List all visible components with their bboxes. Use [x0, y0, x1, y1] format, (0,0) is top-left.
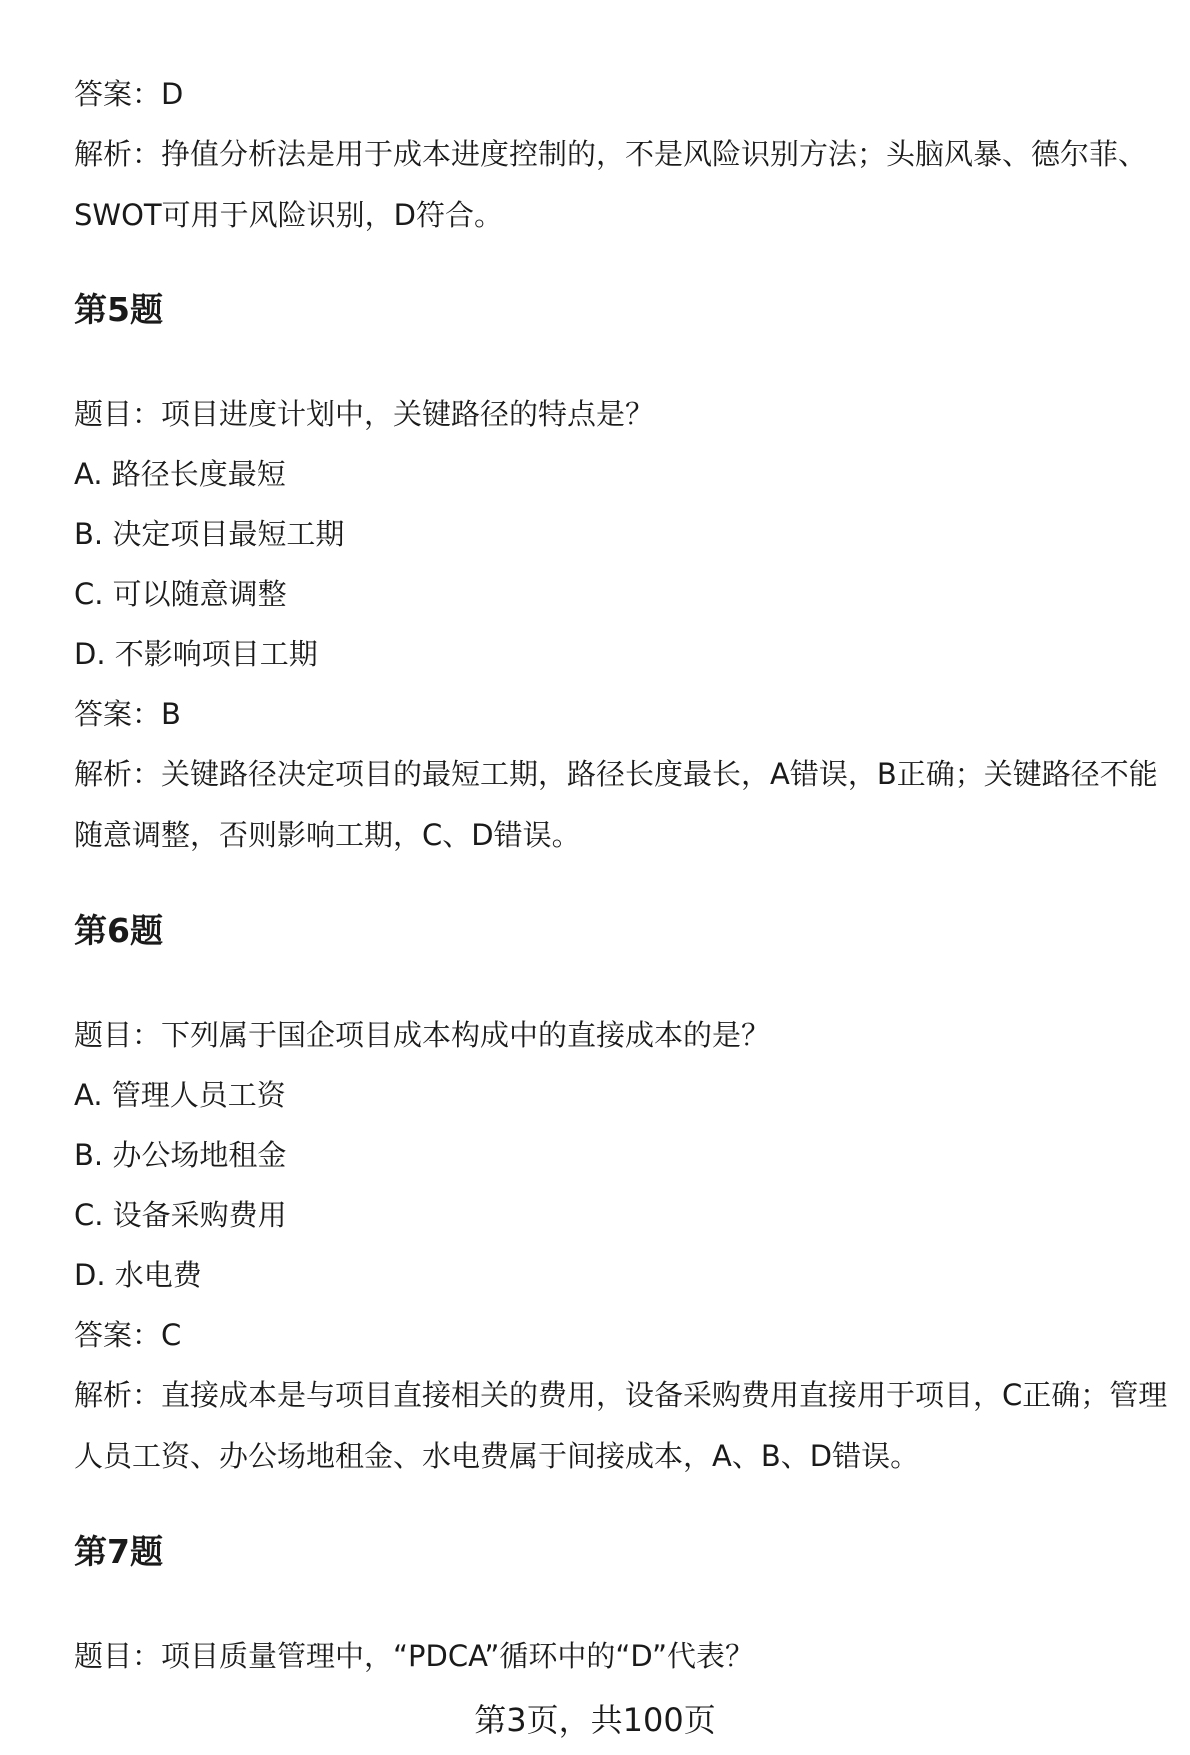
q6-question: 题目：下列属于国企项目成本构成中的直接成本的是？	[74, 1018, 771, 1052]
q7-heading: 第7题	[74, 1532, 163, 1571]
q6-option-c: C. 设备采购费用	[74, 1198, 287, 1232]
q6-option-d: D. 水电费	[74, 1258, 202, 1292]
q5-option-d: D. 不影响项目工期	[74, 637, 318, 671]
q5-option-a: A. 路径长度最短	[74, 457, 286, 491]
q5-question: 题目：项目进度计划中，关键路径的特点是？	[74, 397, 655, 431]
q5-analysis: 解析：关键路径决定项目的最短工期，路径长度最长，A错误，B正确；关键路径不能随意调整，否则影响工期，C、D错误。	[74, 757, 1158, 852]
q6-option-b: B. 办公场地租金	[74, 1138, 287, 1172]
q5-option-c: C. 可以随意调整	[74, 577, 287, 611]
q6-answer: 答案：C	[74, 1318, 182, 1352]
q4-analysis: 解析：挣值分析法是用于成本进度控制的，不是风险识别方法；头脑风暴、德尔菲、SWOT可用于风险识别，D符合。	[74, 137, 1148, 232]
page-number-footer: 第3页，共100页	[474, 1701, 716, 1739]
q5-option-b: B. 决定项目最短工期	[74, 517, 345, 551]
q5-heading: 第5题	[74, 290, 163, 329]
q6-option-a: A. 管理人员工资	[74, 1078, 286, 1112]
q5-answer: 答案：B	[74, 697, 181, 731]
q6-heading: 第6题	[74, 911, 163, 950]
q4-answer: 答案：D	[74, 77, 184, 111]
q6-analysis: 解析：直接成本是与项目直接相关的费用，设备采购费用直接用于项目，C正确；管理人员工资、办公场地租金、水电费属于间接成本，A、B、D错误。	[74, 1378, 1168, 1473]
q7-question: 题目：项目质量管理中，“PDCA”循环中的“D”代表？	[74, 1639, 754, 1673]
